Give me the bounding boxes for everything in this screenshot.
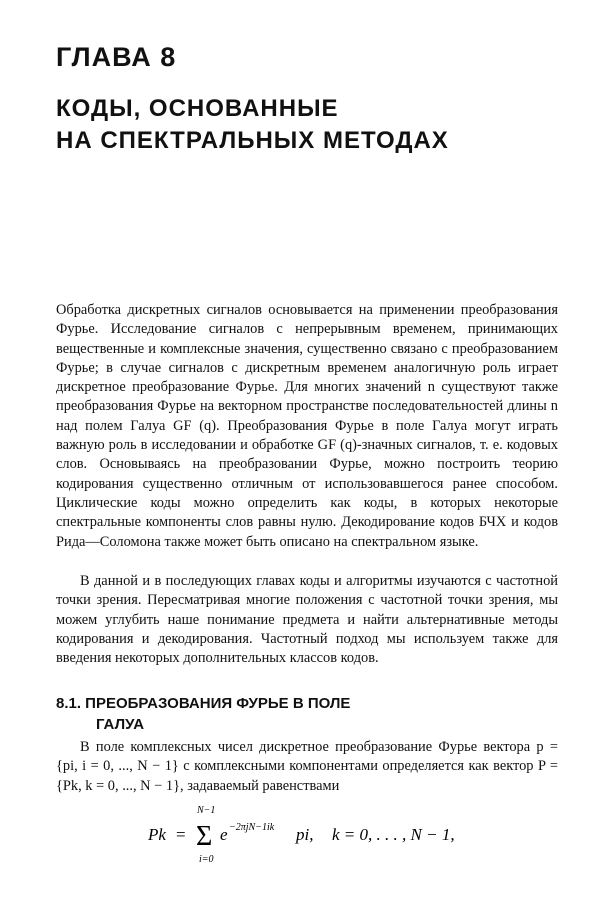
chapter-label: ГЛАВА 8 [56, 42, 177, 72]
formula-sum-upper: N−1 [197, 805, 216, 816]
chapter-title-line-2: НА СПЕКТРАЛЬНЫХ МЕТОДАХ [56, 127, 449, 154]
section-heading-line-2: ГАЛУА [96, 716, 145, 733]
formula-lhs: Pk [148, 825, 166, 844]
second-paragraph: В данной и в последующих главах коды и алгоритмы изучаются с частотной точки зрения. Пересматривая многие положения с частотной точки зрения, мы можем углубить наше понимание предмета и найти альтернативные методы кодирования и декодирования. Частотный подход мы используем также для введения некоторых дополнительных классов кодов. [56, 573, 558, 667]
formula-term: pi, [296, 825, 314, 844]
section-intro-paragraph: В поле комплексных чисел дискретное преобразование Фурье вектора p = {pi, i = 0, ..., N − 1} с комплексными компонентами определяется как вектор P = {Pk, k = 0, ..., N − 1}, задаваемый равенствами [56, 739, 558, 794]
chapter-title [56, 93, 449, 157]
formula-sum-lower: i=0 [199, 854, 214, 865]
chapter-title-line-1: КОДЫ, ОСНОВАННЫЕ [56, 95, 339, 122]
section-heading-line-1: 8.1. ПРЕОБРАЗОВАНИЯ ФУРЬЕ В ПОЛЕ [56, 695, 351, 712]
formula-equals: = [176, 825, 186, 844]
formula-exponent-base: e [220, 825, 228, 844]
formula-sigma: Σ [196, 821, 213, 852]
formula-exponent: −2πjN−1ik [229, 822, 275, 833]
section-heading [56, 693, 350, 735]
formula-condition: k = 0, . . . , N − 1, [332, 825, 455, 844]
intro-paragraph: Обработка дискретных сигналов основывается на применении преобразования Фурье. Исследование сигналов с непрерывным временем, принимающих вещественные и комплексные значения, существенно связано с преобразованием Фурье; в случае сигналов с дискретным временем аналогичную роль играет дискретное преобразование Фурье. Для многих значений n существуют также преобразования Фурье на векторном пространстве последовательностей длины n над полем Галуа GF (q). Преобразования Фурье в поле Галуа могут играть важную роль в исследовании и обработке GF (q)-значных сигналов, т. е. кодовых слов. Основываясь на преобразовании Фурье, можно построить теорию кодирования существенно отличным от использовавшегося ранее способом. Циклические коды можно определить как коды, в которых некоторые спектральные компоненты слов равны нулю. Декодирование кодов БЧХ и кодов Рида—Соломона также может быть описано на спектральном языке. [56, 302, 558, 550]
dft-formula [146, 802, 566, 868]
